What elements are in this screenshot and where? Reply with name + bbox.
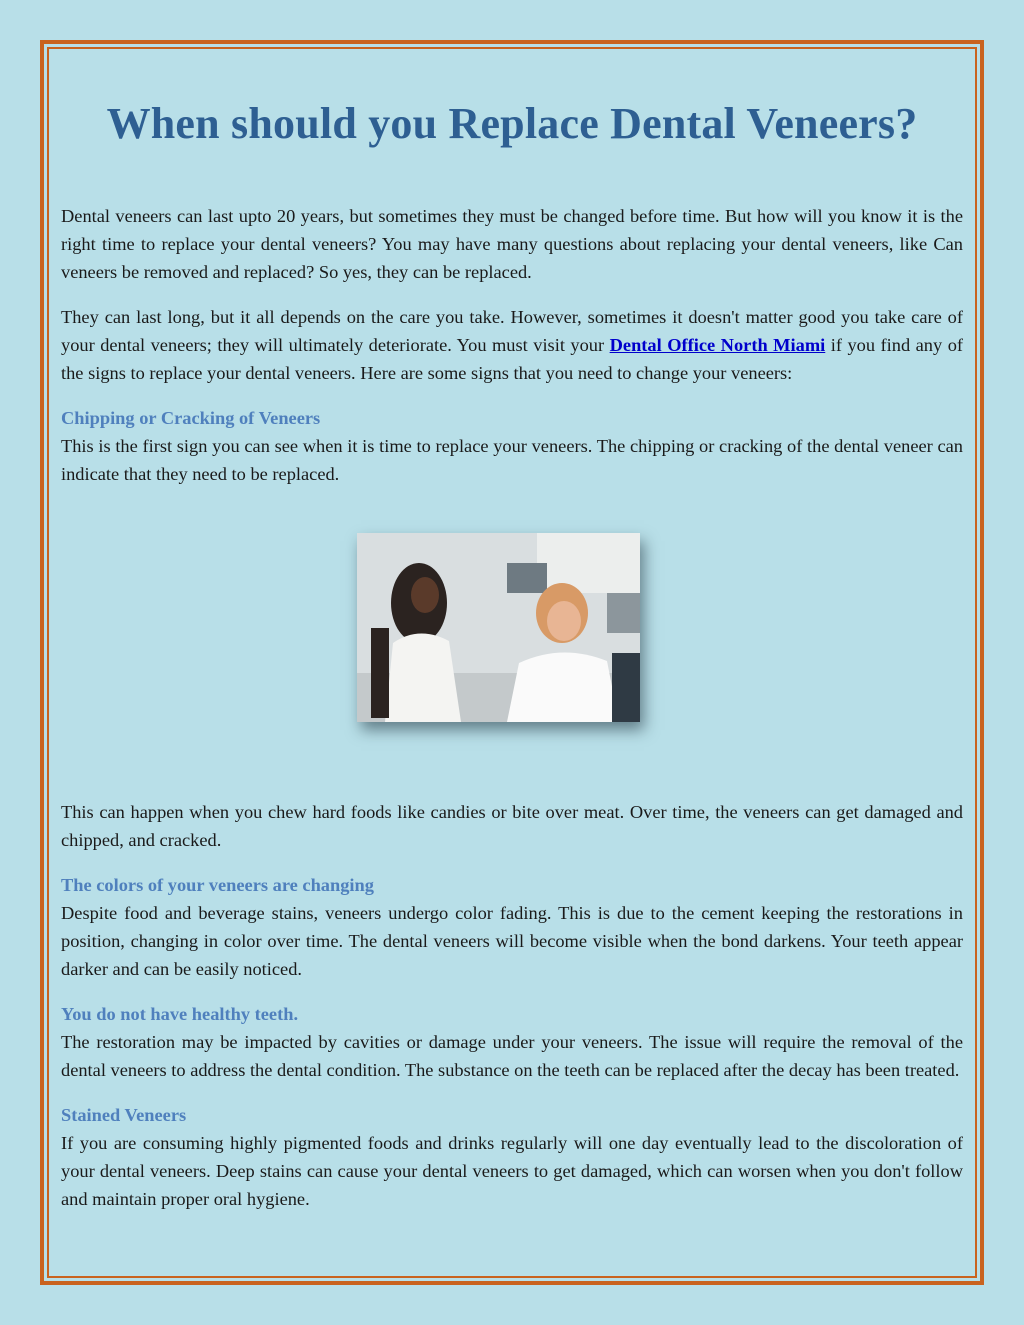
section-body-chipping: This is the first sign you can see when it is time to replace your veneers. The chipping or cracking of the dental veneer can indicate that they need to be replaced. <box>61 436 963 484</box>
section-heading-chipping: Chipping or Cracking of Veneers <box>61 408 321 428</box>
section-body-healthy: The restoration may be impacted by cavities or damage under your veneers. The issue will require the removal of the dental veneers to address the dental condition. The substance on the teeth can be replaced after the decay has been treated. <box>61 1032 963 1080</box>
dentist-patient-illustration <box>357 533 640 722</box>
photo-container <box>61 488 963 798</box>
page-title: When should you Replace Dental Veneers? <box>106 99 918 148</box>
visit-text-before: They can last long, but it all depends on the care you take. However, sometimes it doesn't matter good you take care of your dental veneers; they will ultimately deteriorate. You must visit your <box>61 307 963 355</box>
dental-office-link[interactable]: Dental Office North Miami <box>609 335 826 355</box>
article-body <box>61 202 963 1213</box>
after-photo-paragraph: This can happen when you chew hard foods like candies or bite over meat. Over time, the veneers can get damaged and chipped, and cracked. <box>61 802 963 850</box>
section-heading-colors: The colors of your veneers are changing <box>61 875 374 895</box>
section-body-stained: If you are consuming highly pigmented foods and drinks regularly will one day eventually lead to the discoloration of your dental veneers. Deep stains can cause your dental veneers to get damaged, which can worsen when you don't follow and maintain proper oral hygiene. <box>61 1133 963 1209</box>
section-heading-stained: Stained Veneers <box>61 1105 187 1125</box>
visit-paragraph <box>61 303 963 387</box>
dentist-patient-photo <box>357 533 640 722</box>
intro-paragraph: Dental veneers can last upto 20 years, but sometimes they must be changed before time. But how will you know it is the right time to replace your dental veneers? You may have many questions about replacing your dental veneers, like Can veneers be removed and replaced? So yes, they can be replaced. <box>61 206 963 282</box>
visit-text-after: if you find any of the signs to replace your dental veneers. Here are some signs that you need to change your veneers: <box>61 335 964 383</box>
section-body-colors: Despite food and beverage stains, veneers undergo color fading. This is due to the cement keeping the restorations in position, changing in color over time. The dental veneers will become visible when the bond darkens. Your teeth appear darker and can be easily noticed. <box>61 903 963 979</box>
section-heading-healthy: You do not have healthy teeth. <box>61 1004 299 1024</box>
